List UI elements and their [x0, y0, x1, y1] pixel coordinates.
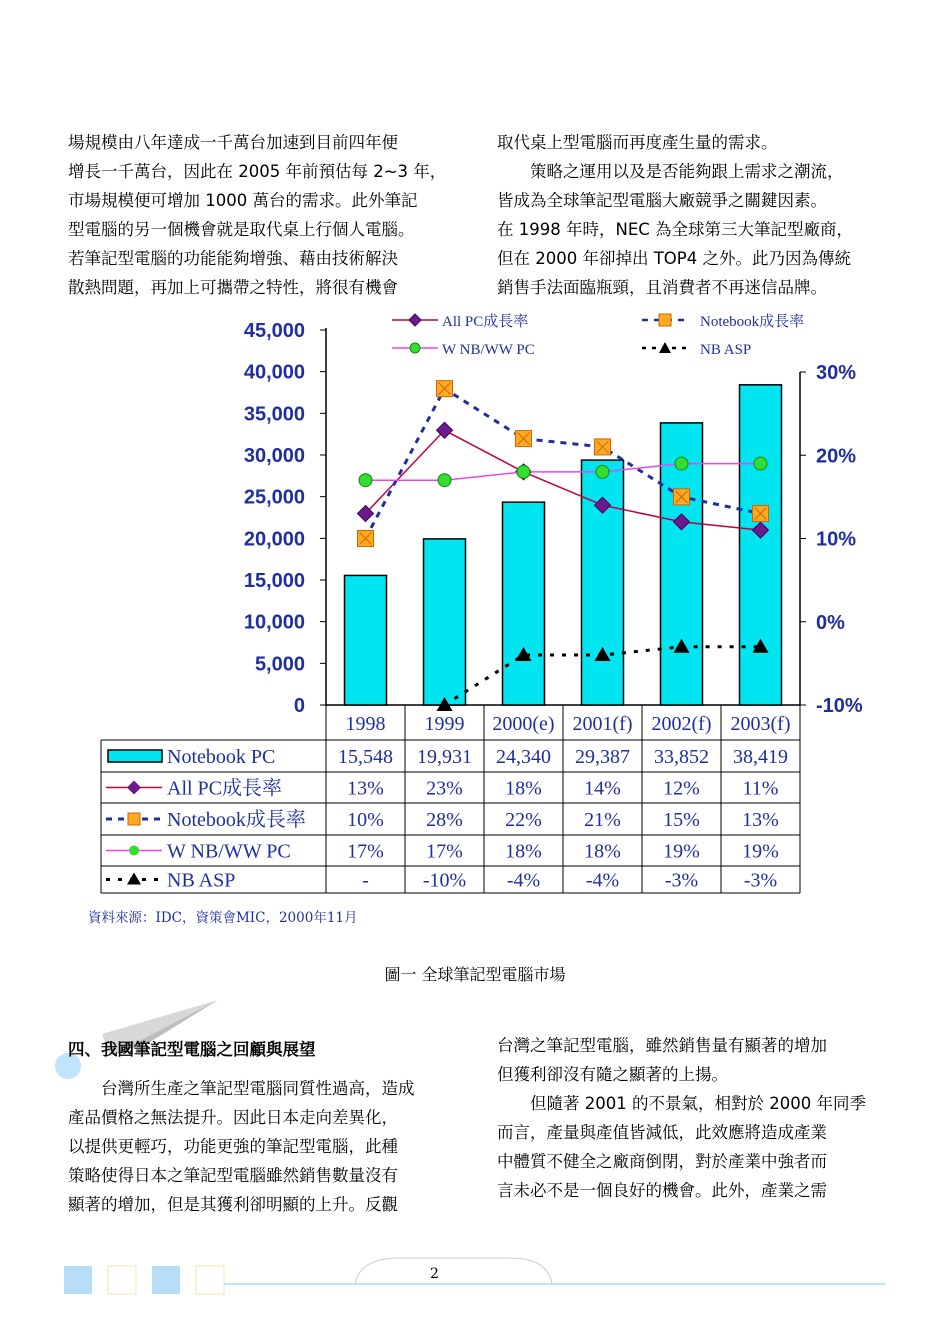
- x-tick-label: 2001(f): [572, 713, 633, 735]
- x-tick-label: 2003(f): [730, 713, 791, 735]
- text-line: 而言，產量與產值皆減低，此效應將造成產業: [497, 1123, 827, 1142]
- x-tick-label: 1998: [345, 713, 386, 735]
- table-cell: 33,852: [654, 746, 709, 768]
- y-tick-label: 30,000: [243, 445, 305, 467]
- y-tick-label: 25,000: [243, 486, 305, 509]
- y2-tick-label: 10%: [816, 528, 857, 551]
- chart-source: 資料來源：IDC，資策會MIC，2000年11月: [88, 910, 358, 926]
- x-tick-label: 2000(e): [492, 713, 555, 735]
- table-cell: -4%: [585, 869, 620, 892]
- marker-wnb: [675, 457, 688, 470]
- key-marker: [127, 781, 141, 795]
- text-line: 場規模由八年達成一千萬台加速到目前四年便: [68, 133, 398, 152]
- text-line: 增長一千萬台，因此在 2005 年前預估每 2~3 年，: [68, 162, 447, 181]
- text-line: 在 1998 年時，NEC 為全球第三大筆記型廠商，: [497, 220, 854, 239]
- legend-top: [392, 313, 804, 358]
- table-cell: 15%: [663, 809, 700, 831]
- y-tick-label: 40,000: [243, 361, 305, 384]
- lines: [358, 381, 769, 711]
- table-series-name: W NB/WW PC: [167, 840, 291, 863]
- y2-tick-label: 30%: [816, 362, 857, 384]
- text-line: 顯著的增加，但是其獲利卻明顯的上升。反觀: [68, 1195, 398, 1214]
- text-line: 產品價格之無法提升。因此日本走向差異化，: [68, 1108, 398, 1127]
- table-cell: 18%: [505, 840, 542, 863]
- table-cell: 12%: [663, 777, 700, 800]
- y2-tick-label: -10%: [816, 695, 863, 717]
- y-ticks-right: [800, 362, 863, 717]
- table-series-name: Notebook成長率: [167, 809, 306, 831]
- bottom-right-column: [497, 1031, 866, 1205]
- bars: [345, 385, 782, 705]
- x-tick-label: 2002(f): [651, 713, 712, 735]
- key-marker: [128, 813, 140, 825]
- table-cell: 18%: [505, 777, 542, 800]
- table-cell: 13%: [742, 809, 779, 831]
- table-cell: 19%: [663, 840, 700, 863]
- table-series-name: NB ASP: [167, 869, 236, 892]
- text-line: 但隨著 2001 的不景氣，相對於 2000 年同季: [530, 1094, 866, 1113]
- y-ticks-left: [244, 320, 326, 717]
- key-marker: [129, 846, 139, 856]
- text-line: 策略之運用以及是否能夠跟上需求之潮流，: [530, 162, 844, 181]
- text-line: 散熱問題，再加上可攜帶之特性，將很有機會: [68, 278, 398, 297]
- text-line: 以提供更輕巧，功能更強的筆記型電腦，此種: [68, 1137, 398, 1156]
- table-cell: -10%: [422, 869, 467, 892]
- text-line: 若筆記型電腦的功能能夠增強、藉由技術解決: [68, 249, 398, 268]
- figure-caption: 圖一 全球筆記型電腦市場: [384, 965, 566, 984]
- text-line: 型電腦的另一個機會就是取代桌上行個人電腦。: [68, 220, 415, 239]
- bar-notebook-pc: [740, 385, 782, 705]
- text-line: 台灣之筆記型電腦，雖然銷售量有顯著的增加: [497, 1036, 827, 1055]
- marker-wnb: [517, 465, 530, 478]
- bar-notebook-pc: [503, 502, 545, 705]
- y-tick-label: 5,000: [254, 653, 305, 676]
- y-tick-label: 20,000: [243, 528, 305, 551]
- text-line: 策略使得日本之筆記型電腦雖然銷售數量沒有: [68, 1166, 398, 1185]
- text-line: 但獲利卻沒有隨之顯著的上揚。: [497, 1065, 728, 1084]
- table-cell: 29,387: [575, 746, 630, 768]
- table-cell: 22%: [505, 809, 542, 831]
- table-cell: 11%: [742, 777, 779, 800]
- legend-nbasp: NB ASP: [700, 342, 752, 358]
- text-line: 市場規模便可增加 1000 萬台的需求。此外筆記: [68, 191, 418, 210]
- footer-decoration: [0, 1250, 950, 1310]
- text-line: 中體質不健全之廠商倒閉，對於產業中強者而: [497, 1152, 827, 1171]
- table-cell: 28%: [426, 809, 463, 831]
- table-cell: -3%: [664, 869, 699, 892]
- legend-notebook: Notebook成長率: [700, 314, 805, 330]
- table-cell: 19%: [742, 840, 779, 863]
- y-tick-label: 45,000: [243, 320, 305, 342]
- data-table: [101, 705, 800, 893]
- text-line: 但在 2000 年卻掉出 TOP4 之外。此乃因為傳統: [497, 249, 851, 268]
- text-line: 取代桌上型電腦而再度產生量的需求。: [497, 133, 778, 152]
- marker-wnb: [754, 457, 767, 470]
- table-cell: 13%: [347, 777, 384, 800]
- table-cell: 24,340: [496, 746, 551, 768]
- y-tick-label: 10,000: [243, 611, 305, 634]
- text-line: 言未必不是一個良好的機會。此外，產業之需: [497, 1181, 827, 1200]
- marker-wnb: [596, 465, 609, 478]
- table-cell: 15,548: [338, 746, 393, 768]
- legend-wnb: W NB/WW PC: [442, 342, 535, 358]
- table-cell: 18%: [584, 840, 621, 863]
- y2-tick-label: 20%: [816, 445, 857, 468]
- table-cell: 17%: [347, 840, 384, 863]
- table-cell: 21%: [584, 809, 621, 831]
- key-notebook-pc: [108, 750, 162, 762]
- text-line: 銷售手法面臨瓶頸，且消費者不再迷信品牌。: [497, 278, 827, 297]
- page-number: 2: [430, 1266, 439, 1282]
- table-cell: 38,419: [733, 746, 788, 768]
- table-series-name: All PC成長率: [167, 777, 283, 800]
- table-cell: 10%: [347, 809, 384, 831]
- y-tick-label: 35,000: [243, 403, 305, 426]
- y-tick-label: 0: [293, 695, 305, 717]
- table-series-name: Notebook PC: [167, 746, 276, 768]
- bar-notebook-pc: [345, 575, 387, 705]
- text-line: 台灣所生產之筆記型電腦同質性過高，造成: [101, 1079, 415, 1098]
- legend-all-pc: All PC成長率: [442, 314, 529, 330]
- table-cell: -4%: [506, 869, 541, 892]
- table-cell: -: [362, 869, 369, 892]
- table-cell: 14%: [584, 777, 621, 800]
- y-tick-label: 15,000: [243, 570, 305, 592]
- table-cell: 17%: [426, 840, 463, 863]
- table-cell: 23%: [426, 777, 463, 800]
- y2-tick-label: 0%: [816, 611, 845, 634]
- key-marker: [127, 873, 141, 885]
- x-tick-label: 1999: [424, 713, 465, 735]
- section-title: 四、我國筆記型電腦之回顧與展望: [68, 1040, 316, 1059]
- text-line: 皆成為全球筆記型電腦大廠競爭之關鍵因素。: [497, 191, 827, 210]
- marker-wnb: [438, 474, 451, 487]
- bar-notebook-pc: [424, 539, 466, 705]
- marker-wnb: [359, 474, 372, 487]
- table-cell: -3%: [743, 869, 778, 892]
- table-cell: 19,931: [417, 746, 472, 768]
- bottom-left-column: [68, 1074, 415, 1219]
